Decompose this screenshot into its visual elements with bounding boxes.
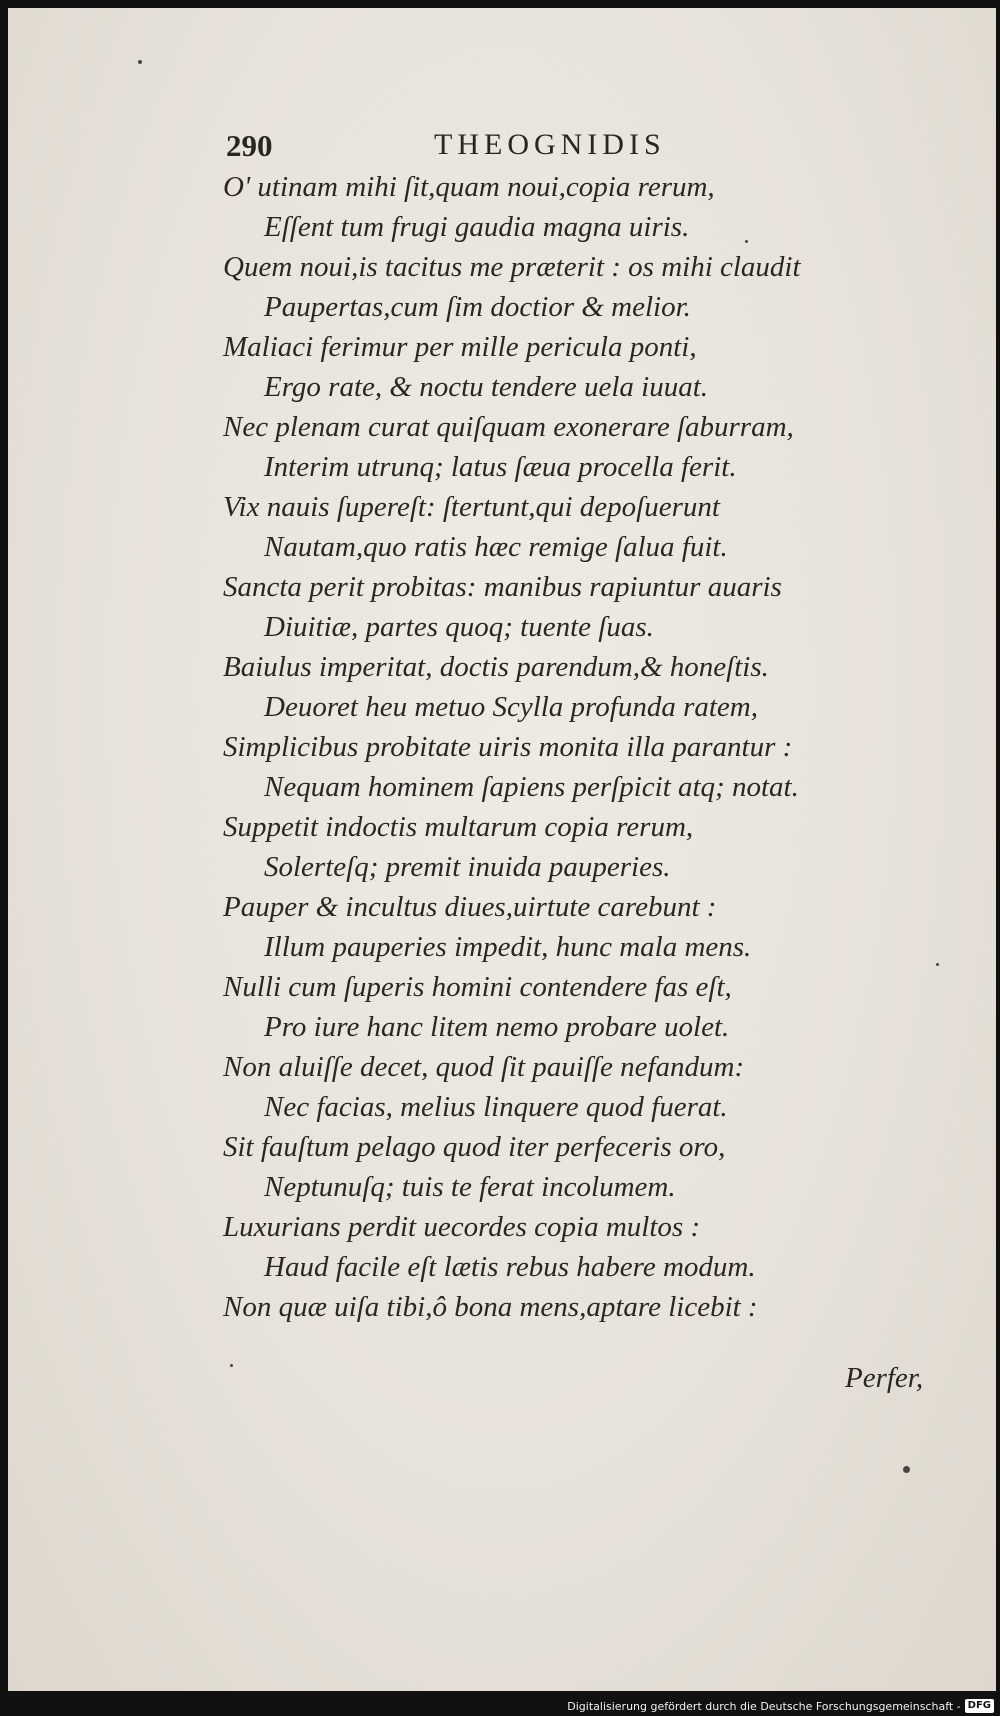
verse-line: Neptunuſq; tuis te ferat incolumem. xyxy=(264,1171,676,1203)
page-number: 290 xyxy=(226,128,273,163)
verse-line: Nec facias, melius linquere quod fuerat. xyxy=(264,1091,728,1123)
ink-speck xyxy=(745,240,748,243)
verse-line: Illum pauperies impedit, hunc mala mens. xyxy=(264,931,752,963)
ink-speck xyxy=(936,963,939,966)
verse-line: Luxurians perdit uecordes copia multos : xyxy=(223,1211,701,1243)
verse-line: Nec plenam curat quiſquam exonerare ſaburram, xyxy=(223,411,794,443)
verse-line: Ergo rate, & noctu tendere uela iuuat. xyxy=(264,371,709,403)
verse-line: Solerteſq; premit inuida pauperies. xyxy=(264,851,671,883)
verse-line: Pro iure hanc litem nemo probare uolet. xyxy=(264,1011,730,1043)
credit-text: Digitalisierung gefördert durch die Deutsche Forschungsgemeinschaft - xyxy=(567,1699,961,1713)
verse-line: Sit fauſtum pelago quod iter perfeceris oro, xyxy=(223,1131,726,1163)
ink-speck xyxy=(230,1364,233,1367)
verse-line: O' utinam mihi ſit,quam noui,copia rerum, xyxy=(223,171,715,203)
dfg-logo: DFG xyxy=(965,1699,994,1713)
verse-line: Suppetit indoctis multarum copia rerum, xyxy=(223,811,694,843)
verse-line: Haud facile eſt lætis rebus habere modum. xyxy=(264,1251,756,1283)
verse-line: Vix nauis ſupereſt: ſtertunt,qui depoſuerunt xyxy=(223,491,720,523)
verse-line: Sancta perit probitas: manibus rapiuntur auaris xyxy=(223,571,782,603)
verse-line: Pauper & incultus diues,uirtute carebunt : xyxy=(223,891,717,923)
verse-line: Non aluiſſe decet, quod ſit pauiſſe nefandum: xyxy=(223,1051,745,1083)
verse-line: Quem noui,is tacitus me præterit : os mihi claudit xyxy=(223,251,801,283)
verse-line: Diuitiæ, partes quoq; tuente ſuas. xyxy=(264,611,654,643)
verse-line: Nequam hominem ſapiens perſpicit atq; notat. xyxy=(264,771,799,803)
ink-speck xyxy=(903,1466,910,1473)
verse-line: Non quæ uiſa tibi,ô bona mens,aptare licebit : xyxy=(223,1291,758,1323)
book-page xyxy=(8,8,996,1691)
digitization-credit xyxy=(565,1696,996,1716)
verse-line: Nulli cum ſuperis homini contendere fas eſt, xyxy=(223,971,732,1003)
ink-speck xyxy=(138,60,142,64)
verse-line: Interim utrunq; latus ſæua procella ferit. xyxy=(264,451,737,483)
verse-line: Baiulus imperitat, doctis parendum,& honeſtis. xyxy=(223,651,769,683)
verse-line: Eſſent tum frugi gaudia magna uiris. xyxy=(264,211,690,243)
verse-line: Simplicibus probitate uiris monita illa parantur : xyxy=(223,731,793,763)
verse-block xyxy=(8,8,996,1691)
verse-line: Paupertas,cum ſim doctior & melior. xyxy=(264,291,691,323)
verse-line: Nautam,quo ratis hæc remige ſalua fuit. xyxy=(264,531,728,563)
running-title: THEOGNIDIS xyxy=(434,128,666,161)
verse-line: Deuoret heu metuo Scylla profunda ratem, xyxy=(264,691,758,723)
verse-line: Maliaci ferimur per mille pericula ponti, xyxy=(223,331,697,363)
catchword: Perfer, xyxy=(845,1362,924,1394)
